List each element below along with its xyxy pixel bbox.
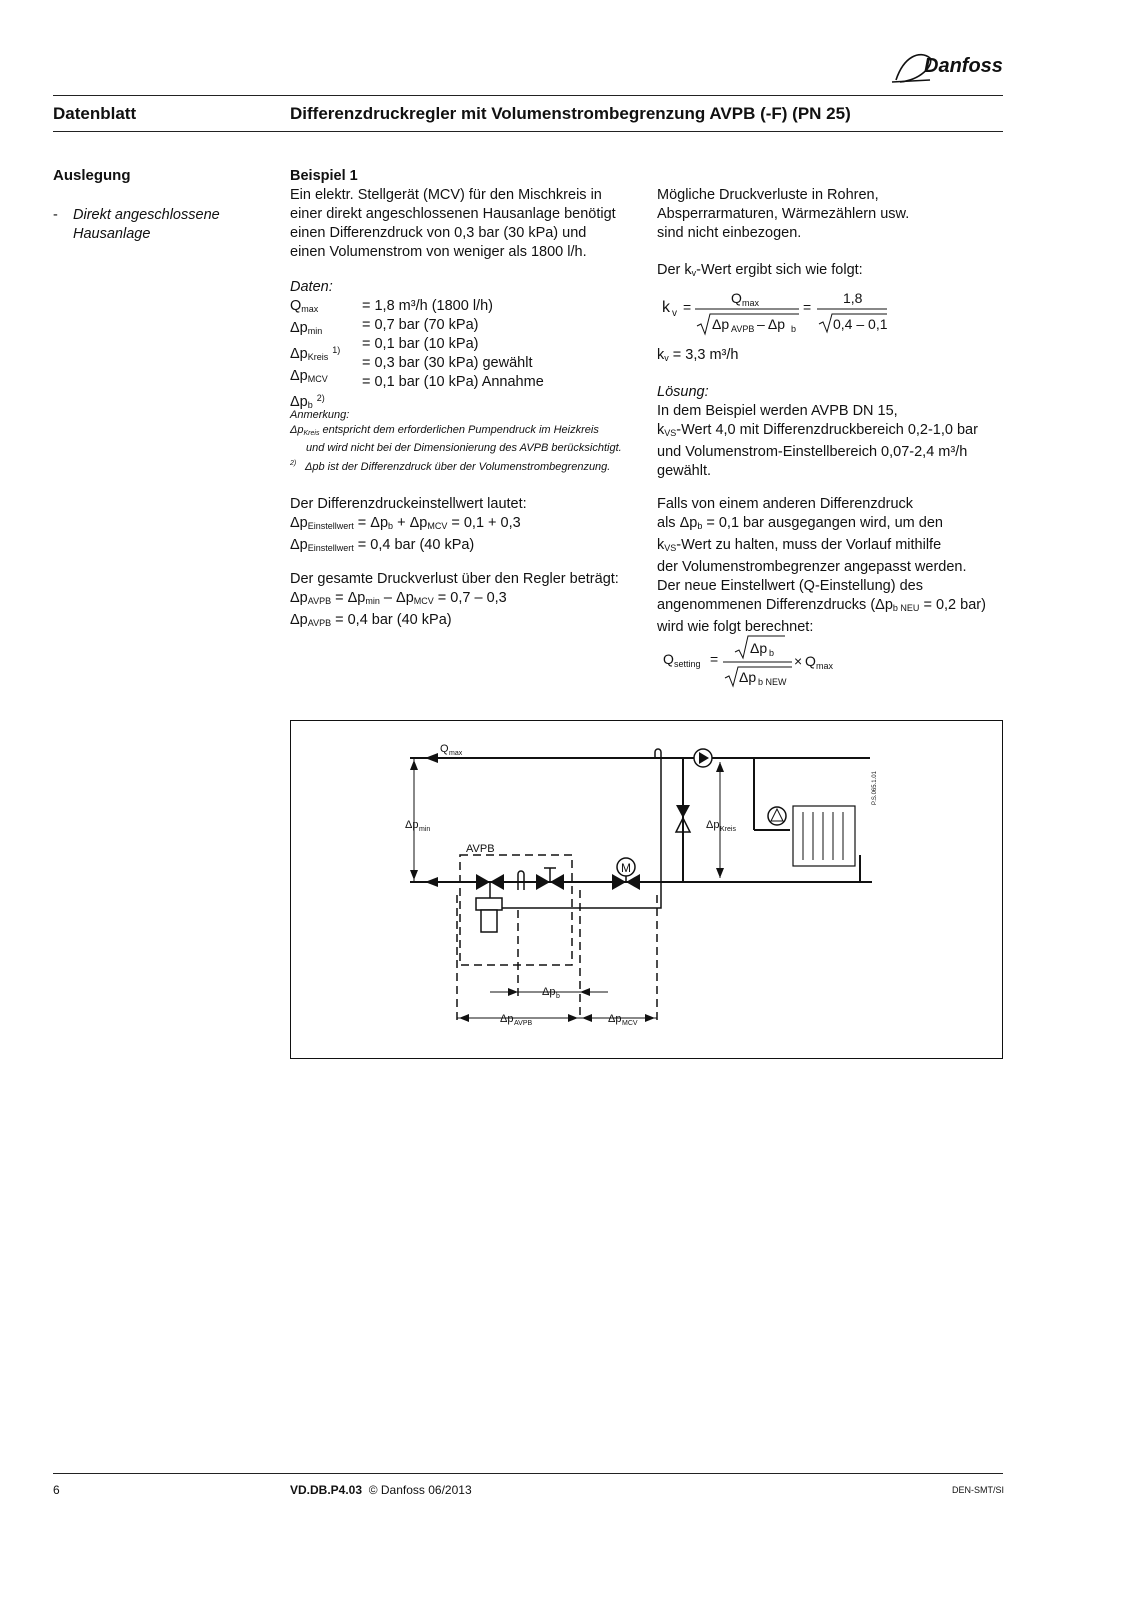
text-line: Absperrarmaturen, Wärmezählern usw. <box>657 206 910 222</box>
page-number: 6 <box>53 1483 60 1497</box>
header-top-rule <box>53 95 1003 96</box>
dpmcv-label-sub: MCV <box>622 1020 638 1027</box>
note-line: und wird nicht bei der Dimensionierung des AVPB berücksichtigt. <box>306 442 622 454</box>
solution-label: Lösung: <box>657 384 709 400</box>
valve-icon <box>550 874 564 890</box>
data-value: = 0,1 bar (10 kPa) <box>362 336 479 352</box>
formula-eq: = <box>710 651 719 667</box>
formula-num2: 1,8 <box>843 290 863 306</box>
danfoss-wordmark: Danfoss <box>924 55 1003 77</box>
intro-line: einen Volumenstrom von weniger als 1800 l/h. <box>290 244 587 260</box>
flow-arrow-left <box>425 877 438 887</box>
text-line: und Volumenstrom-Einstellbereich 0,07-2,4 m³/h <box>657 444 968 460</box>
valve-icon <box>476 874 490 890</box>
data-value: = 0,7 bar (70 kPa) <box>362 317 479 333</box>
note-label: Anmerkung: <box>290 409 350 421</box>
text-line: angenommenen Differenzdrucks ($\Delta p_{b NEU} = 0,2$ bar) <box>657 597 986 613</box>
intro-line: einen Differenzdruck von 0,3 bar (30 kPa) und <box>290 225 587 241</box>
intro-line: Ein elektr. Stellgerät (MCV) für den Mischkreis in <box>290 187 602 203</box>
data-value: = 0,3 bar (30 kPa) gewählt <box>362 355 533 371</box>
note-block <box>290 408 650 475</box>
qmax-label: Q <box>440 743 449 755</box>
dpkreis-label-sub: Kreis <box>720 826 736 833</box>
formula-num-sub: max <box>742 298 760 308</box>
flow-arrow-left <box>425 753 438 763</box>
note-line: $^{2)}$ Δpb ist der Differenzdruck über der Volumenstrombegrenzung. <box>290 460 611 473</box>
actuator-icon <box>476 898 502 910</box>
figure-code: P.S.065.1.01 <box>872 771 878 805</box>
formula-kv-sub: v <box>672 308 677 319</box>
qsetting-formula <box>657 632 877 692</box>
text-line: In dem Beispiel werden AVPB DN 15, <box>657 403 898 419</box>
kv-intro: Der $k_v$-Wert ergibt sich wie folgt: <box>657 262 863 278</box>
dim-arrow <box>645 1014 655 1022</box>
formula-kv: k <box>662 299 670 316</box>
setpoint-block <box>290 495 527 558</box>
valve-icon <box>536 874 550 890</box>
check-valve-icon <box>676 805 690 818</box>
text-line: sind nicht einbezogen. <box>657 225 802 241</box>
formula-num: Q <box>731 290 742 306</box>
dpavpb-label: Δp <box>500 1013 514 1025</box>
dim-arrow <box>459 1014 469 1022</box>
text-line: der Volumenstrombegrenzer angepasst werden. <box>657 559 967 575</box>
dpb-label-sub: b <box>556 993 560 1000</box>
loss-result: $\Delta p_{AVPB} = 0,4$ bar (40 kPa) <box>290 612 452 628</box>
data-row-dpkreis: $\Delta p_{Kreis}$ $^{1)}$ <box>290 345 341 362</box>
dpb-label: Δp <box>542 986 556 998</box>
data-block <box>290 278 340 415</box>
header-bottom-rule <box>53 131 1003 132</box>
formula-den-sub: b NEW <box>758 677 787 687</box>
footer-rule <box>53 1473 1003 1474</box>
data-row-qmax: $Q_{max}$ <box>290 298 319 314</box>
text-line: $k_{VS}$-Wert 4,0 mit Differenzdruckbereich 0,2-1,0 bar <box>657 422 978 438</box>
setpoint-result: $\Delta p_{Einstellwert} = 0,4$ bar (40 kPa) <box>290 537 475 553</box>
dpmin-label-sub: min <box>419 826 431 833</box>
formula-qmax: Q <box>805 653 816 669</box>
dpmcv-label: Δp <box>608 1013 622 1025</box>
intro-line: einer direkt angeschlossenen Hausanlage benötigt <box>290 206 616 222</box>
impulse-tap <box>518 871 524 890</box>
formula-eq: = <box>683 299 692 315</box>
text-line: als $\Delta p_b = 0,1$ bar ausgegangen wird, um den <box>657 515 943 531</box>
data-label: Daten: <box>290 279 333 295</box>
text-line: gewählt. <box>657 463 712 479</box>
formula-den-op: – Δp <box>757 316 786 332</box>
data-row-dpmcv: $\Delta p_{MCV}$ <box>290 368 328 384</box>
adjust-block <box>657 495 986 637</box>
footer-doc: VD.DB.P4.03 © Danfoss 06/2013 <box>290 1483 472 1497</box>
dim-arrow <box>580 988 590 996</box>
setpoint-equation: $\Delta p_{Einstellwert} = \Delta p_b + \Delta p_{MCV} = 0,1 + 0,3$ <box>290 515 521 531</box>
formula-num-sub: b <box>769 648 775 658</box>
text-line: Falls von einem anderen Differenzdruck <box>657 496 914 512</box>
dpavpb-label-sub: AVPB <box>514 1020 533 1027</box>
loss-block <box>290 570 619 633</box>
formula-den-sub: AVPB <box>731 324 755 334</box>
example-title: Beispiel 1 <box>290 168 358 184</box>
text-line: $k_{VS}$-Wert zu halten, muss der Vorlauf mithilfe <box>657 537 942 553</box>
sidebar-item <box>73 206 220 244</box>
formula-q: Q <box>663 651 674 667</box>
formula-den: Δp <box>712 316 730 332</box>
diagram-frame <box>291 721 1003 1059</box>
formula-times: × <box>794 653 803 669</box>
dim-arrow <box>568 1014 578 1022</box>
formula-q-sub: setting <box>674 659 701 669</box>
formula-eq: = <box>803 299 812 315</box>
dim-arrow <box>508 988 518 996</box>
radiator-icon <box>793 806 855 866</box>
qmax-label-sub: max <box>449 750 463 757</box>
data-value: = 0,1 bar (10 kPa) Annahme <box>362 374 544 390</box>
valve-icon <box>490 874 504 890</box>
dim-arrow <box>410 760 418 770</box>
dpmin-label: Δp <box>405 819 419 831</box>
dim-arrow <box>716 762 724 772</box>
doc-type: Datenblatt <box>53 104 137 123</box>
loss-equation: $\Delta p_{AVPB} = \Delta p_{min} - \Delta p_{MCV} = 0,7 - 0,3$ <box>290 590 507 606</box>
solution-block <box>657 383 978 481</box>
loss-intro: Der gesamte Druckverlust über den Regler beträgt: <box>290 571 619 587</box>
formula-den: Δp <box>739 669 757 685</box>
formula-num: Δp <box>750 640 768 656</box>
data-values <box>362 297 544 392</box>
text-line: Der neue Einstellwert (Q-Einstellung) des <box>657 578 923 594</box>
text-line: Mögliche Druckverluste in Rohren, <box>657 187 879 203</box>
data-row-dpmin: $\Delta p_{min}$ <box>290 320 323 336</box>
formula-den2: 0,4 – 0,1 <box>833 316 888 332</box>
kv-formula <box>657 284 897 340</box>
formula-den-sub: b <box>791 324 797 334</box>
motor-label: M <box>621 861 631 875</box>
dpkreis-label: Δp <box>706 819 720 831</box>
page-title: Differenzdruckregler mit Volumenstrombegrenzung AVPB (-F) (PN 25) <box>290 104 851 123</box>
sidebar-item-line: Direkt angeschlossene <box>73 207 220 223</box>
sidebar-item-line: Hausanlage <box>73 226 151 242</box>
sidebar-dash: - <box>53 207 58 223</box>
schematic-diagram <box>290 720 1004 1060</box>
formula-qmax-sub: max <box>816 661 834 671</box>
danfoss-logo <box>890 46 1008 88</box>
losses-note <box>657 186 909 243</box>
footer-right: DEN-SMT/SI <box>952 1485 1005 1495</box>
avpb-label: AVPB <box>466 843 495 855</box>
dim-arrow <box>716 868 724 878</box>
note-line: $\Delta p_{Kreis}$ entspricht dem erforderlichen Pumpendruck im Heizkreis <box>290 424 599 437</box>
setpoint-intro: Der Differenzdruckeinstellwert lautet: <box>290 496 527 512</box>
text-line: wird wie folgt berechnet: <box>657 619 814 635</box>
dim-arrow <box>582 1014 592 1022</box>
actuator-body <box>481 910 497 932</box>
example-column <box>290 167 645 262</box>
kv-result: $k_v = 3,3$ m³/h <box>657 347 739 363</box>
dim-arrow <box>410 870 418 880</box>
data-row-dpb: $\Delta p_b$ $^{2)}$ <box>290 393 325 410</box>
data-value: = 1,8 m³/h (1800 l/h) <box>362 298 493 314</box>
section-heading: Auslegung <box>53 167 131 184</box>
